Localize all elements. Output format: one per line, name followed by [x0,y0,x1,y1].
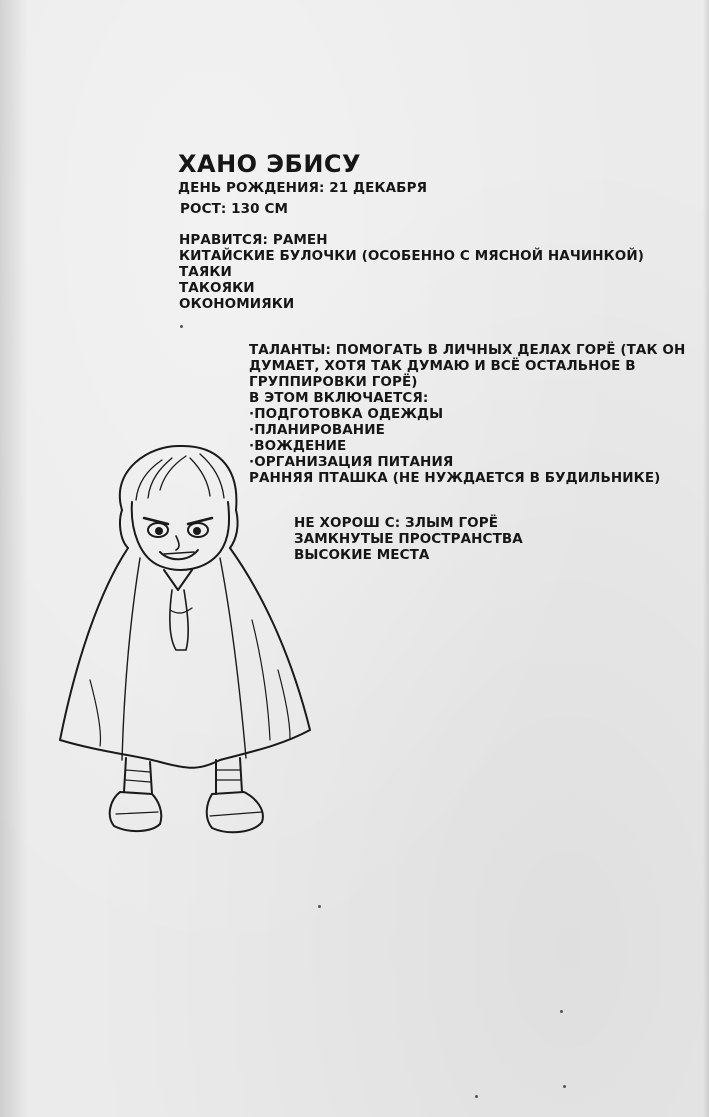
talents-item: ·ПЛАНИРОВАНИЕ [249,422,385,438]
likes-item: ОКОНОМИЯКИ [179,296,295,312]
likes-list [179,232,644,312]
talents-item: ТАЛАНТЫ: ПОМОГАТЬ В ЛИЧНЫХ ДЕЛАХ ГОРЁ (ТАК ОН [249,342,686,358]
weakness-item: НЕ ХОРОШ С: ЗЛЫМ ГОРЁ [294,515,499,531]
talents-item: ДУМАЕТ, ХОТЯ ТАК ДУМАЮ И ВСЁ ОСТАЛЬНОЕ В [249,358,636,374]
scan-speck [560,1010,563,1013]
likes-item: НРАВИТСЯ: РАМЕН [179,232,328,248]
height-text: РОСТ: 130 СМ [180,201,289,217]
character-name: ХАНО ЭБИСУ [178,150,362,178]
birthday-text: ДЕНЬ РОЖДЕНИЯ: 21 ДЕКАБРЯ [178,180,428,196]
weakness-item: ЗАМКНУТЫЕ ПРОСТРАНСТВА [294,531,523,547]
talents-item: ·ВОЖДЕНИЕ [249,438,347,454]
talents-item: ГРУППИРОВКИ ГОРЁ) [249,374,418,390]
talents-item: РАННЯЯ ПТАШКА (НЕ НУЖДАЕТСЯ В БУДИЛЬНИКЕ) [249,470,661,486]
spine-shadow [0,0,28,1117]
talents-item: В ЭТОМ ВКЛЮЧАЕТСЯ: [249,390,429,406]
likes-item: ТАКОЯКИ [179,280,255,296]
scan-speck [475,1095,478,1098]
scan-speck [318,905,321,908]
likes-item: ТАЯКИ [179,264,232,280]
talents-item: ·ПОДГОТОВКА ОДЕЖДЫ [249,406,444,422]
page-edge [703,0,709,1117]
scan-speck [563,1085,566,1088]
talents-item: ·ОРГАНИЗАЦИЯ ПИТАНИЯ [249,454,454,470]
weakness-item: ВЫСОКИЕ МЕСТА [294,547,430,563]
character-illustration [40,440,340,860]
scan-speck [180,325,183,328]
likes-item: КИТАЙСКИЕ БУЛОЧКИ (ОСОБЕННО С МЯСНОЙ НАЧИНКОЙ) [179,248,645,264]
